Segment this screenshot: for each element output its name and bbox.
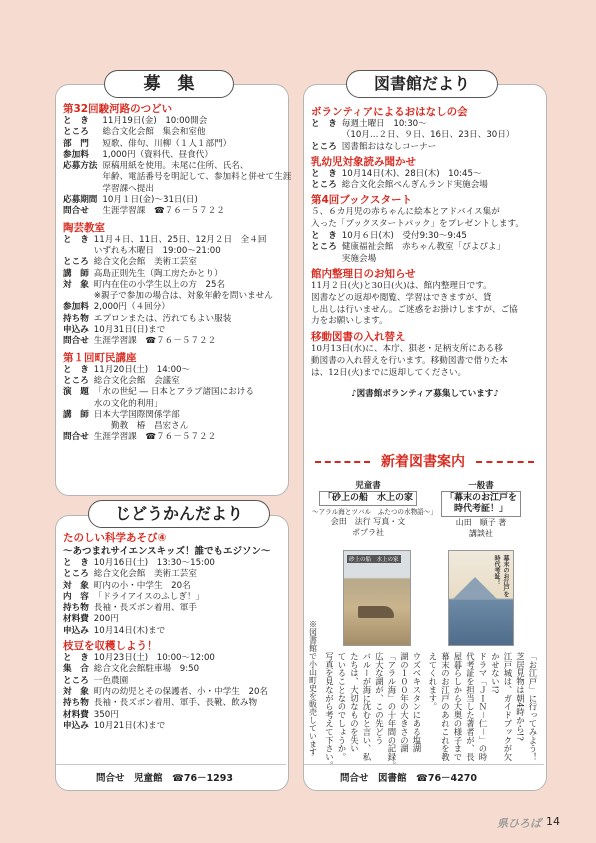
book-title: 「砂上の船 水上の家 (319, 491, 417, 506)
info-value: 10月６日(木) 受付9:30～9:45 (341, 231, 467, 242)
info-row (63, 687, 268, 698)
info-value: 長袖・長ズボン着用、軍手 (93, 603, 197, 614)
section-heading: 第１回町民講座 (63, 351, 137, 364)
info-row (63, 432, 254, 443)
info-label: ところ (63, 127, 89, 138)
info-value: 実施会場 (341, 253, 377, 264)
book-author: 山田 順子 著 (455, 518, 507, 527)
info-value: 10月１日(金)～31日(日) (102, 195, 198, 206)
info-row (63, 150, 291, 161)
info-value: 町内の幼児とその保護者、小・中学生 20名 (93, 686, 269, 697)
info-label (63, 172, 102, 183)
text-line: えてくれます。 (428, 652, 438, 711)
info-label: 問合せ (63, 432, 89, 443)
text-line: 屋暮らしから大奥の様子まで (453, 652, 463, 762)
info-label: ところ (311, 180, 337, 191)
info-row (311, 169, 488, 180)
text-line: ドラマ「ＪＩＮ－仁－」の時 (478, 652, 488, 762)
info-value: いずれも木曜日 19:00～21:00 (93, 245, 221, 256)
info-row (63, 195, 291, 206)
shinchaku-rule-left (315, 461, 370, 463)
info-value: 総合文化会館 会議室 (93, 375, 180, 386)
info-value: 生涯学習課 ☎７６－５７２２ (93, 336, 217, 347)
info-value: 10月16日(土) 13:30～15:00 (93, 558, 215, 568)
info-row (63, 302, 273, 313)
info-row (63, 721, 268, 732)
section-heading: 陶芸教室 (63, 221, 105, 234)
info-label: 応募方法 (63, 161, 98, 172)
info-value: 学習課へ提出 (102, 183, 154, 194)
info-value: 1,000円（資料代、昼食代） (102, 149, 213, 160)
info-label: 持ち物 (63, 603, 89, 614)
info-label: と き (63, 364, 89, 375)
text-line: 「お江戸」に行ってみよう！ (528, 652, 538, 762)
info-row (311, 130, 514, 141)
info-row (311, 242, 505, 253)
text-line: ５、６カ月児の赤ちゃんに絵本とアドバイス集が (311, 207, 500, 218)
jido-section-2 (63, 640, 285, 732)
text-line: 写真を見ながら考えて下さい。 (324, 652, 335, 770)
boshu-section-2 (63, 222, 283, 348)
info-label: 部 門 (63, 138, 89, 149)
info-label: と き (63, 116, 89, 126)
boshu-title: 募 集 (104, 70, 234, 98)
info-value: 日本大学国際関係学部 (93, 409, 180, 420)
section-subheading: ～あつまれサイエンスキッズ！誰でもエジソン～ (63, 546, 271, 557)
info-row (63, 314, 273, 325)
section-table (63, 235, 273, 348)
boshu-content (63, 103, 292, 444)
info-row (63, 336, 273, 347)
tosho-content (311, 106, 539, 399)
info-label: 応募期間 (63, 195, 98, 206)
info-value: 10月31日(日)まで (93, 325, 166, 336)
info-value: 総合文化会館 集会和室他 (102, 127, 206, 138)
info-row (63, 246, 273, 257)
book-category: 一般書 (468, 481, 494, 491)
info-value: 総合文化会館 美術工芸室 (93, 257, 197, 268)
info-row (311, 231, 505, 242)
info-label: と き (63, 653, 89, 664)
info-value: 総合文化会館 美術工芸室 (93, 569, 197, 580)
text-line: し出しは行いません。ご迷惑をお掛けしますが、ご協 (311, 304, 518, 315)
info-row (63, 558, 215, 569)
info-label: 内 容 (63, 591, 89, 602)
info-value: 「ドライアイスのふしぎ！」 (93, 591, 205, 602)
info-row (63, 161, 291, 172)
info-row (63, 376, 254, 387)
info-value: 10月14日(木)、28日(木) 10:45～ (341, 168, 482, 179)
info-value: 勤教 椿 昌宏さん (93, 421, 189, 432)
info-label: 申込み (63, 325, 89, 336)
info-row (63, 387, 254, 398)
info-label: 対 象 (63, 279, 89, 290)
info-label: と き (63, 558, 89, 568)
info-row (63, 269, 273, 280)
info-value: 10月14日(木)まで (93, 625, 166, 636)
info-value: 11月20日(土) 14:00～ (93, 364, 191, 375)
info-value: 長袖・長ズボン着用、軍手、長靴、飲み物 (93, 698, 258, 709)
info-label: ところ (311, 242, 337, 253)
info-row (63, 291, 273, 302)
info-row (63, 653, 268, 664)
book-1-description (323, 652, 423, 770)
info-row (63, 614, 215, 625)
info-value: 一色農園 (93, 675, 129, 686)
section-heading: 枝豆を収穫しよう！ (63, 640, 158, 653)
tosho-contact: 問合せ 図書館 ☎76－4270 (340, 773, 477, 784)
info-row (63, 365, 254, 376)
info-row (63, 325, 273, 336)
info-label (311, 254, 342, 265)
info-label: 参加料 (63, 302, 89, 313)
info-value: 原稿用紙を使用。未尾に住所、氏名、 (102, 161, 249, 172)
info-value: 総合文化会館ぺんぎんランド実施会場 (341, 180, 488, 191)
book-title (441, 491, 521, 517)
info-row (63, 206, 291, 217)
jido-contact: 問合せ 児童館 ☎76－1293 (96, 773, 233, 784)
info-label: 対 象 (63, 580, 89, 591)
text-line: 10月13日(水)に、本庁、狽老・足柄支所にある移 (311, 344, 503, 355)
info-value: 高島正則先生（陶工房たかとり） (93, 268, 223, 279)
side-note: ※図書館で小山町史を販売しています (308, 620, 318, 756)
info-value: 200円 (93, 614, 119, 625)
info-label: と き (311, 231, 337, 242)
info-label (63, 291, 94, 302)
text-line: 入った「ブックスタートパック」をプレゼントします。 (311, 219, 524, 230)
info-value: 水の文化的利用」 (93, 398, 163, 409)
info-row (63, 569, 215, 580)
book-cover-title: 砂上の船 水上の家 (349, 557, 399, 563)
info-row (63, 581, 215, 592)
info-label: 材料費 (63, 709, 89, 720)
info-label (63, 246, 94, 257)
book-cover-title: 幕末のお江戸を時代考証！ (493, 555, 509, 597)
tosho-section-2 (311, 156, 539, 192)
shinchaku-title: 新着図書案内 (381, 454, 465, 470)
jido-title: じどうかんだより (88, 500, 270, 528)
text-line: 動図書の入れ替えを行います。移動図書で借りた本 (311, 355, 508, 366)
info-row (311, 142, 514, 153)
info-row (63, 257, 273, 268)
tosho-section-4 (311, 268, 539, 328)
info-label: 講 師 (63, 409, 89, 420)
section-paragraph (311, 207, 539, 231)
info-label: ところ (63, 675, 89, 686)
info-label (63, 421, 94, 432)
info-row (63, 184, 291, 195)
info-row (63, 421, 254, 432)
info-value: 毎週土曜日 10:30～ (341, 119, 427, 129)
info-row (63, 172, 291, 183)
info-value: 生涯学習課 ☎７６－５７２２ (102, 206, 225, 217)
info-value: 町内在住の小学生以上の方 25名 (93, 279, 226, 290)
book-publisher: ポプラ社 (352, 528, 384, 537)
info-row (63, 280, 273, 291)
book-title-line1: 「幕末のお江戸を (444, 493, 517, 503)
info-label: 持ち物 (63, 698, 89, 709)
info-row (63, 603, 215, 614)
ship-image (358, 606, 394, 618)
section-heading: 第32回駿河路のつどい (63, 103, 173, 115)
section-table (63, 558, 215, 637)
section-table (63, 365, 254, 444)
info-label: 持ち物 (63, 313, 89, 324)
info-value: 「水の世紀 ― 日本とアラブ諸国における (93, 387, 254, 398)
text-line: 力をお願いします。 (311, 316, 388, 327)
info-row (63, 592, 215, 603)
info-row (311, 119, 514, 130)
info-row (311, 254, 505, 265)
info-label: 参加料 (63, 149, 89, 160)
info-row (63, 710, 268, 721)
info-label: ところ (63, 569, 89, 580)
info-row (63, 139, 291, 150)
section-heading: 乳幼児対象読み聞かせ (311, 155, 416, 168)
info-value: 11月19日(金) 10:00開会 (102, 116, 208, 126)
page-number: 14 (546, 815, 560, 828)
mountain-image (453, 577, 497, 599)
info-value: 2,000円（４回分） (93, 302, 170, 313)
text-line: バルーが海に沈むと言い、私 (362, 652, 372, 762)
section-heading: 第4回ブックスタート (311, 194, 412, 207)
info-label: ところ (63, 375, 89, 386)
text-line: 広大な湖が、この先どう (374, 652, 385, 745)
text-line: 幕末のお江戸のあれこれを教 (440, 652, 451, 762)
info-row (63, 698, 268, 709)
text-line: 代考証を担当した著者が、長 (465, 652, 476, 762)
info-label: ところ (63, 257, 89, 268)
section-table (63, 653, 268, 732)
info-label (311, 130, 342, 141)
tosho-section-5 (311, 331, 539, 379)
text-line: ウズベキスタンにある塩湖 (412, 652, 422, 753)
text-line: 湖の１００年の大きさの湖 (399, 652, 410, 753)
magazine-logo: 県ひろば (497, 817, 541, 830)
book-2-description (429, 652, 539, 762)
tosho-title: 図書館だより (346, 70, 498, 98)
info-value: （10月…２日、９日、16日、23日、30日） (341, 130, 515, 141)
info-row (63, 127, 291, 138)
section-heading: たのしい科学あそび④ (63, 532, 167, 544)
info-row (63, 235, 273, 246)
book-2-header (425, 479, 537, 539)
divider (304, 764, 544, 765)
info-value: 短歌、俳句、川柳（１人１部門） (102, 138, 232, 149)
text-line: たちは、大切なものを失い (349, 652, 360, 753)
section-table (311, 231, 505, 265)
info-value: 総合文化会館駐車場 9:50 (93, 664, 200, 675)
info-row (63, 676, 268, 687)
section-heading: 移動図書の入れ替え (311, 331, 406, 344)
section-table (63, 116, 291, 218)
text-line: は、12日(火)までに返却してください。 (311, 367, 467, 378)
info-value: ※親子で参加の場合は、対象年齢を問いません (93, 291, 273, 302)
info-value: 10月23日(土) 10:00～12:00 (93, 653, 215, 664)
info-value: 11月４日、11日、25日、12月２日 全４回 (93, 234, 267, 245)
divider (56, 764, 286, 765)
text-line: ていることなのでしょうか。 (337, 652, 347, 762)
info-label: と き (63, 234, 89, 245)
info-row (63, 116, 291, 127)
text-line: 「アラル海」の十年間の記録。 (387, 652, 397, 770)
info-label: と き (311, 168, 337, 179)
info-label: 講 師 (63, 268, 89, 279)
info-value: 年齢、電話番号を明記して、参加料と併せて生涯 (102, 172, 292, 183)
text-line: 11月２日(火)と30日(火)は、館内整理日です。 (311, 280, 492, 291)
book-title-line2: 時代考証！」 (453, 504, 508, 514)
info-label (63, 399, 94, 410)
info-row (311, 180, 488, 191)
shinchaku-rule-right (476, 461, 534, 463)
info-value: 町内の小・中学生 20名 (93, 580, 191, 591)
book-category: 児童書 (355, 481, 381, 491)
section-table (311, 119, 514, 153)
boshu-section-1 (63, 103, 292, 218)
info-label: 材料費 (63, 614, 89, 625)
info-row (63, 399, 254, 410)
info-label: ところ (311, 141, 337, 152)
section-paragraph (311, 281, 539, 328)
info-row (63, 626, 215, 637)
section-table (311, 169, 488, 192)
book-1-header (312, 479, 437, 538)
tosho-section-1 (311, 106, 539, 153)
section-heading: 館内整理日のお知らせ (311, 267, 416, 280)
info-value: エプロンまたは、汚れてもよい服装 (93, 313, 232, 324)
info-row (63, 410, 254, 421)
section-heading: ボランティアによるおはなしの会 (311, 106, 468, 118)
book-author: 会田 法行 写真・文 (330, 517, 406, 526)
info-value: 図書館おはなしコーナー (341, 141, 437, 152)
info-label: 対 象 (63, 686, 89, 697)
info-value: 健康福祉会館 赤ちゃん教室「ぴよぴよ」 (341, 242, 506, 253)
info-value: 生涯学習課 ☎７６－５７２２ (93, 432, 217, 443)
book-1-cover (343, 550, 411, 646)
info-label: 申込み (63, 625, 89, 636)
info-label: 申込み (63, 720, 89, 731)
info-label: 集 合 (63, 664, 89, 675)
volunteer-note: ♪図書館ボランティア募集しています♪ (351, 388, 499, 399)
book-publisher: 講談社 (469, 529, 493, 538)
info-label (63, 184, 102, 195)
info-value: 10月21日(木)まで (93, 720, 166, 731)
info-label: 問合せ (63, 336, 89, 347)
info-value: 350円 (93, 709, 119, 720)
section-paragraph (311, 344, 539, 379)
text-line: かせない!? (490, 652, 501, 694)
text-line: 芝居見物は朝4時から!? (515, 652, 526, 741)
book-2-cover (448, 550, 514, 646)
info-label: と き (311, 119, 337, 129)
info-label: 演 題 (63, 387, 89, 398)
jido-section-1 (63, 532, 285, 637)
jido-content (63, 532, 285, 732)
text-line: 図書などの返却や閲覧、学習はできますが、貸 (311, 292, 492, 303)
book-subtitle: ～アラル海とツバル ふたつの水物語～」 (312, 508, 437, 516)
boshu-section-3 (63, 352, 283, 444)
info-label: 問合せ (63, 206, 89, 217)
tosho-section-3 (311, 194, 539, 264)
info-row (63, 664, 268, 675)
text-line: 江戸城は、ガイドブックが欠 (503, 652, 513, 762)
